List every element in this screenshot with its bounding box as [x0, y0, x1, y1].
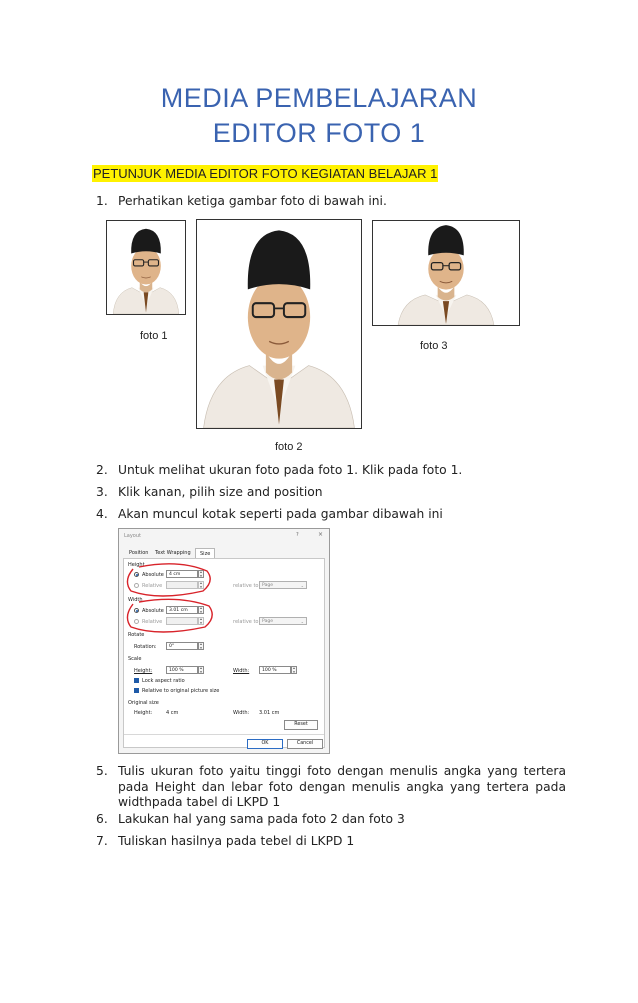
step-number: 4. — [96, 507, 108, 521]
dropdown-value: Page — [262, 619, 274, 624]
scale-height-input[interactable]: 100 % — [166, 666, 198, 674]
scale-height-spinner[interactable]: ▴ ▾ — [198, 666, 204, 674]
rotation-input[interactable]: 0° — [166, 642, 198, 650]
original-height-value: 4 cm — [166, 710, 179, 716]
width-absolute-radio[interactable] — [134, 608, 139, 613]
height-relative-to-dropdown[interactable] — [259, 581, 307, 589]
step-text: Tulis ukuran foto yaitu tinggi foto dengan menulis angka yang tertera pada Height dan lebar foto dengan menulis angka yang tertera pada widthpada tabel di LKPD 1 — [118, 764, 566, 809]
page-title-line-1: MEDIA PEMBELAJARAN — [160, 83, 478, 113]
section-subtitle: PETUNJUK MEDIA EDITOR FOTO KEGIATAN BELAJAR 1 — [93, 166, 438, 181]
height-relative-radio[interactable] — [134, 583, 139, 588]
foto-3-image[interactable] — [372, 220, 520, 326]
scale-section-label: Scale — [128, 656, 142, 662]
dialog-body — [123, 558, 325, 748]
rotation-spinner[interactable]: ▴ ▾ — [198, 642, 204, 650]
step-number: 5. — [96, 764, 108, 778]
scale-width-label: Width: — [233, 668, 250, 674]
scale-height-label: Height: — [134, 668, 153, 674]
step-text: Untuk melihat ukuran foto pada foto 1. Klik pada foto 1. — [118, 463, 463, 477]
divider — [124, 734, 324, 735]
step-number: 7. — [96, 834, 108, 848]
height-absolute-label: Absolute — [142, 572, 164, 578]
layout-dialog — [118, 528, 330, 754]
height-relative-input[interactable] — [166, 581, 198, 589]
width-relative-to-label: relative to — [233, 619, 259, 625]
tab-position[interactable]: Position — [129, 550, 149, 556]
original-size-section-label: Original size — [128, 700, 159, 706]
step-text: Perhatikan ketiga gambar foto di bawah ini. — [118, 194, 387, 208]
foto-1-label: foto 1 — [140, 330, 168, 342]
height-absolute-spinner[interactable]: ▴ ▾ — [198, 570, 204, 578]
width-section-label: Width — [128, 597, 143, 603]
step-number: 6. — [96, 812, 108, 826]
page-title-line-2: EDITOR FOTO 1 — [212, 118, 426, 148]
step-text: Lakukan hal yang sama pada foto 2 dan foto 3 — [118, 812, 405, 826]
width-absolute-input[interactable]: 3.01 cm — [166, 606, 198, 614]
dropdown-value: Page — [262, 583, 274, 588]
rotate-section-label: Rotate — [128, 632, 145, 638]
portrait-illustration — [373, 221, 519, 325]
relative-original-label: Relative to original picture size — [142, 688, 220, 694]
step-text: Tuliskan hasilnya pada tebel di LKPD 1 — [118, 834, 355, 848]
height-relative-spinner[interactable]: ▴ ▾ — [198, 581, 204, 589]
height-section-label: Height — [128, 562, 145, 568]
reset-button[interactable]: Reset — [284, 720, 318, 730]
step-5 — [96, 764, 566, 812]
scale-width-input[interactable]: 100 % — [259, 666, 291, 674]
width-relative-to-dropdown[interactable] — [259, 617, 307, 625]
original-width-value: 3.01 cm — [259, 710, 280, 716]
foto-2-image[interactable] — [196, 219, 362, 429]
width-relative-input[interactable] — [166, 617, 198, 625]
lock-aspect-label: Lock aspect ratio — [142, 678, 185, 684]
portrait-illustration — [197, 220, 361, 428]
dialog-title: Layout — [124, 533, 141, 539]
height-absolute-radio[interactable] — [134, 572, 139, 577]
height-absolute-input[interactable]: 4 cm — [166, 570, 198, 578]
portrait-illustration — [107, 221, 185, 314]
step-text: Klik kanan, pilih size and position — [118, 485, 323, 499]
step-number: 1. — [96, 194, 108, 208]
width-relative-label: Relative — [142, 619, 163, 625]
foto-2-label: foto 2 — [275, 441, 303, 453]
height-relative-to-label: relative to — [233, 583, 259, 589]
tab-size[interactable]: Size — [195, 548, 215, 559]
relative-original-checkbox[interactable] — [134, 688, 139, 693]
original-width-label: Width: — [233, 710, 250, 716]
height-relative-label: Relative — [142, 583, 163, 589]
chevron-down-icon: ⌄ — [300, 619, 304, 624]
original-height-label: Height: — [134, 710, 153, 716]
cancel-button[interactable]: Cancel — [287, 739, 323, 749]
width-relative-spinner[interactable]: ▴ ▾ — [198, 617, 204, 625]
scale-width-spinner[interactable]: ▴ ▾ — [291, 666, 297, 674]
width-absolute-label: Absolute — [142, 608, 164, 614]
chevron-down-icon: ⌄ — [300, 583, 304, 588]
ok-button[interactable]: OK — [247, 739, 283, 749]
step-number: 2. — [96, 463, 108, 477]
step-number: 3. — [96, 485, 108, 499]
step-text: Akan muncul kotak seperti pada gambar dibawah ini — [118, 507, 443, 521]
tab-text-wrapping[interactable]: Text Wrapping — [155, 550, 191, 556]
lock-aspect-checkbox[interactable] — [134, 678, 139, 683]
close-icon[interactable]: × — [318, 531, 324, 538]
width-relative-radio[interactable] — [134, 619, 139, 624]
width-absolute-spinner[interactable]: ▴ ▾ — [198, 606, 204, 614]
rotation-label: Rotation: — [134, 644, 157, 650]
foto-1-image[interactable] — [106, 220, 186, 315]
help-icon[interactable]: ? — [296, 532, 299, 538]
foto-3-label: foto 3 — [420, 340, 448, 352]
